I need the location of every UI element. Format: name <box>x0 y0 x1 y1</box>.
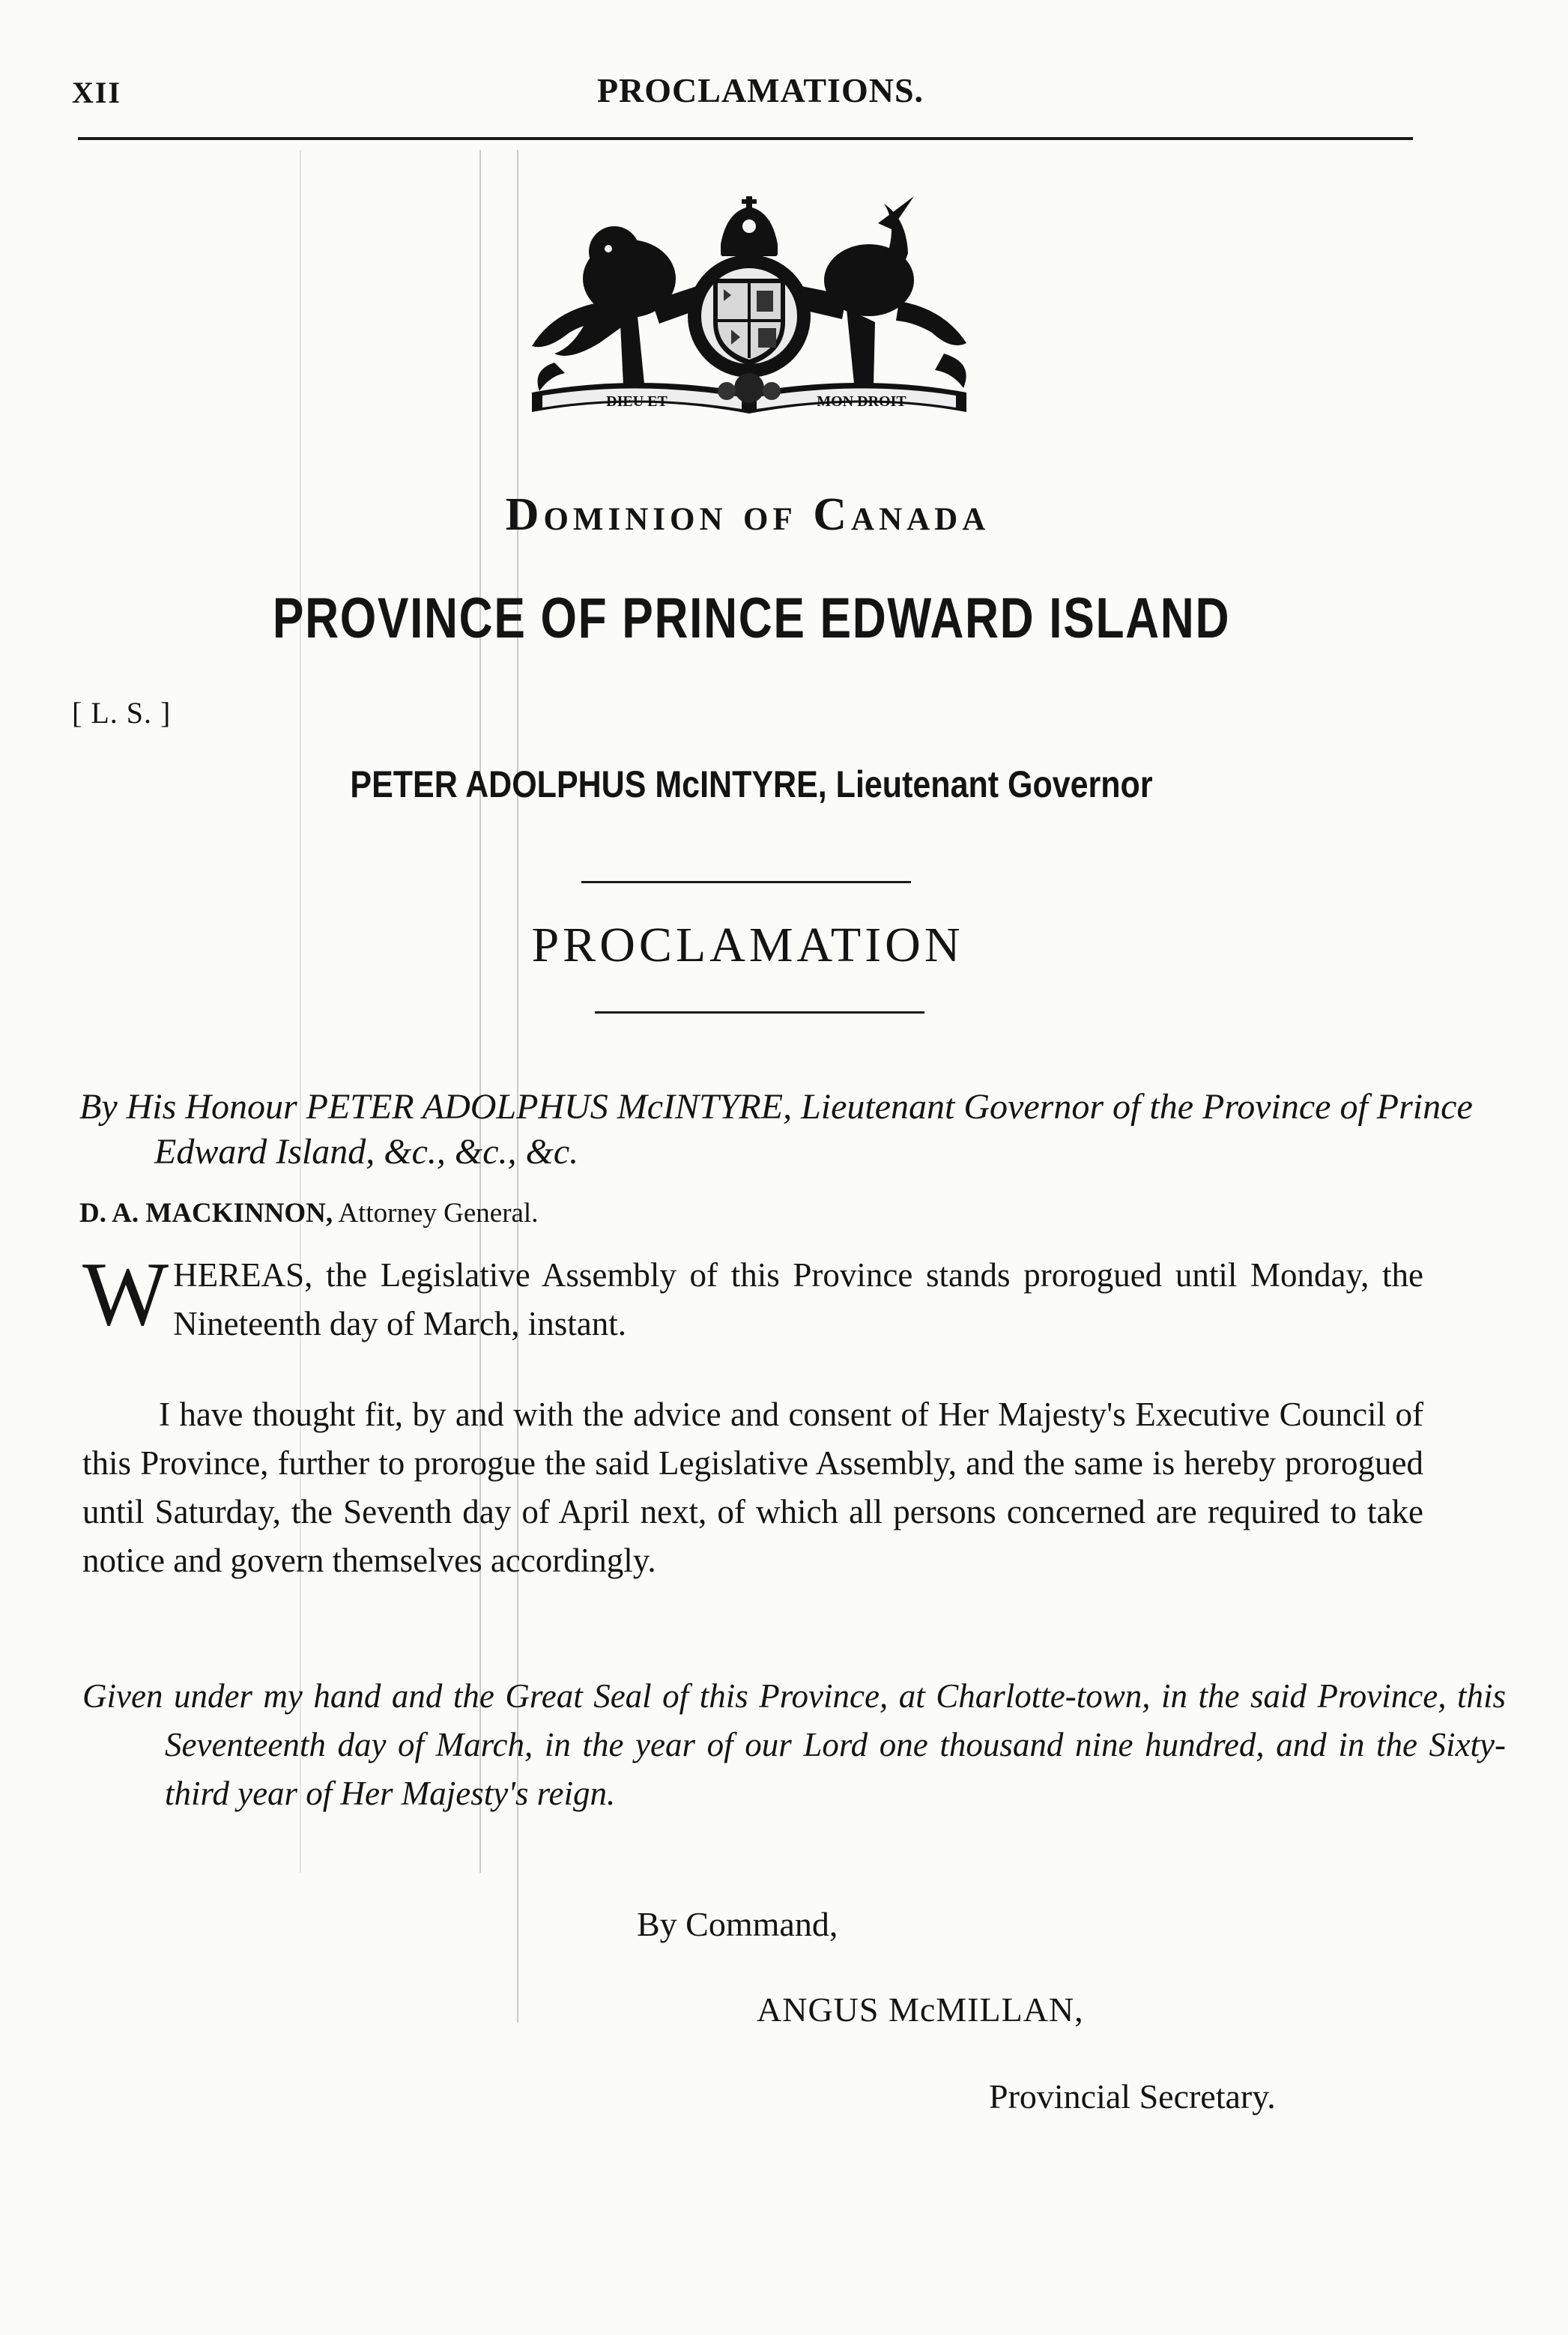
motto-left: DIEU ET <box>606 393 668 410</box>
proclamation-heading: PROCLAMATION <box>531 918 964 972</box>
signer-name: ANGUS McMILLAN, <box>757 1990 1084 2029</box>
attorney-title: Attorney General. <box>333 1198 539 1229</box>
seal-marker: [ L. S. ] <box>72 696 172 730</box>
drop-cap: W <box>82 1244 169 1345</box>
title-rule-lower <box>595 1011 924 1014</box>
whereas-paragraph <box>82 1244 1423 1348</box>
scan-artifact <box>300 150 301 1873</box>
prorogation-paragraph: I have thought fit, by and with the advice and consent of Her Majesty's Executive Council of this Province, further to prorogue the said Legislative Assembly, and the same is hereby prorogued until Saturday, the Seventh day of April next, of which all persons concerned are required to take notice and govern themselves accordingly. <box>82 1396 1423 1579</box>
motto-right: MON DROIT <box>817 393 906 410</box>
attorney-general-line <box>79 1197 538 1229</box>
royal-coat-of-arms-icon <box>524 196 974 428</box>
governor-line: PETER ADOLPHUS McINTYRE, Lieutenant Governor <box>350 763 1153 805</box>
given-under-hand-paragraph: Given under my hand and the Great Seal of this Province, at Charlotte-town, in the said Province, this Seventeenth day of March, in the year of our Lord one thousand nine hundred, and in the Sixty-third year of Her Majesty's reign. <box>82 1677 1506 1812</box>
title-rule-upper <box>581 881 911 883</box>
by-command: By Command, <box>637 1905 838 1943</box>
dominion-heading: Dominion of Canada <box>505 489 990 540</box>
scan-artifact <box>479 150 481 1873</box>
province-heading: PROVINCE OF PRINCE EDWARD ISLAND <box>272 587 1231 650</box>
attorney-name: D. A. MACKINNON, <box>79 1198 333 1229</box>
by-honour-preamble: By His Honour PETER ADOLPHUS McINTYRE, Lieutenant Governor of the Province of Prince Edward Island, &c., &c., &c. <box>79 1087 1473 1172</box>
running-title: PROCLAMATIONS. <box>596 71 924 109</box>
header-rule <box>78 137 1413 140</box>
whereas-text: HEREAS, the Legislative Assembly of this Province stands prorogued until Monday, the Nineteenth day of March, instant. <box>173 1256 1423 1342</box>
page-folio: XII <box>72 76 122 109</box>
signer-title: Provincial Secretary. <box>989 2077 1276 2116</box>
